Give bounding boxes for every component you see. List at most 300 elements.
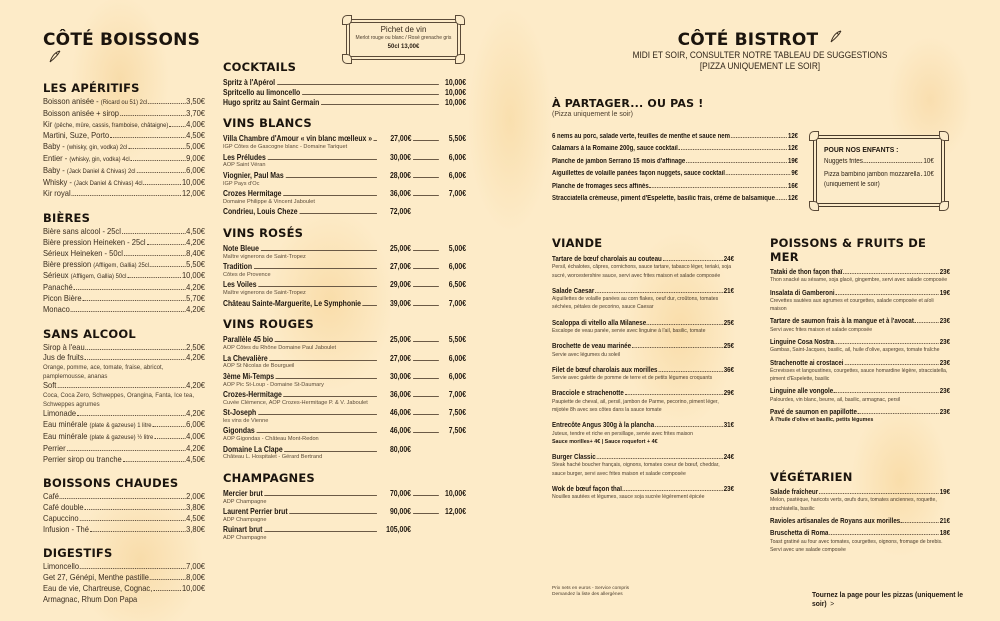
- glass-price: 7,00€: [448, 189, 467, 198]
- dot-leader: [71, 311, 185, 312]
- dish-name: Ravioles artisanales de Royans aux morilles: [770, 515, 901, 525]
- item-name: Baby - (Jack Daniel & Chivas) 2cl: [43, 165, 136, 175]
- dish-item: [770, 337, 950, 355]
- wine-appellation: ADP Champagne: [223, 498, 267, 505]
- menu-item: [43, 189, 205, 200]
- glass-price: 6,00€: [448, 371, 467, 381]
- dot-leader: [85, 359, 186, 360]
- dish-name: Linguine alle vongole: [770, 386, 834, 396]
- dot-leader: [86, 349, 186, 350]
- boissons-section: [43, 211, 205, 315]
- glass-price: 6,00€: [448, 262, 467, 272]
- dish-item: [770, 528, 950, 554]
- leader-line: [413, 378, 439, 379]
- cocktail-item: [223, 78, 466, 88]
- menu-item: [43, 525, 205, 536]
- wine-name: Crozes Hermitage: [223, 189, 282, 198]
- dish-name: Entrecôte Angus 300g à la plancha: [552, 420, 655, 430]
- dot-leader: [658, 371, 723, 372]
- bottle-price: 27,00€: [389, 262, 411, 272]
- item-name: Eau minérale (plate & gazeuse) 1 litre: [43, 420, 152, 430]
- partager-header: [552, 97, 703, 118]
- menu-item: [43, 260, 205, 272]
- dish-description: Toast gratiné au four avec tomates, courgettes, oignons, fromage de brebis. Servi avec une salade composée: [770, 538, 943, 553]
- dish-item: [552, 484, 734, 502]
- item-price: 12€: [787, 195, 799, 203]
- wine-sections: [223, 116, 466, 542]
- dish-name: Linguine Cosa Nostra: [770, 337, 834, 347]
- wine-appellation: AOP Saint Véran: [223, 162, 266, 169]
- section-title: VINS BLANCS: [223, 116, 312, 131]
- dot-leader: [901, 522, 939, 523]
- wine-item: [223, 244, 466, 254]
- leader-line: [413, 305, 439, 306]
- dish-price: 19€: [939, 287, 951, 297]
- item-note: (Affligem, Gallia) 50cl: [70, 273, 127, 281]
- quill-icon: [47, 50, 61, 64]
- bistrot-subtitle: MIDI ET SOIR, CONSULTER NOTRE TABLEAU DE SUGGESTIONS: [632, 50, 888, 60]
- wine-appellation: Domaine Philippe & Vincent Jaboulet: [223, 198, 315, 205]
- menu-item: [552, 143, 798, 155]
- item-note: (whisky, gin, vodka) 2cl: [66, 144, 128, 152]
- dot-leader: [123, 461, 186, 462]
- item-price: 2,50€: [186, 342, 206, 352]
- dish-name: Bracciole e strachenotte: [552, 388, 624, 398]
- item-price: 4,20€: [186, 353, 206, 363]
- dish-name: Tartare de bœuf charolais au couteau: [552, 254, 662, 263]
- dish-description: Écrevisses et langoustines, courgettes, sauce homardine légère, stracciatella, piment d'Espelette, basilic: [770, 368, 948, 383]
- item-price: 10€: [923, 171, 934, 178]
- wine-name: La Chevalière: [223, 353, 268, 363]
- wine-appellation: AOP Côtes du Rhône Domaine Paul Jaboulet: [223, 345, 337, 352]
- dot-leader: [144, 184, 182, 185]
- bistrot-pizza-note: [PIZZA UNIQUEMENT LE SOIR]: [699, 61, 821, 71]
- dot-leader: [858, 413, 939, 414]
- glass-price: 5,50€: [448, 335, 467, 345]
- leader-line: [413, 341, 439, 342]
- leader-line: [363, 305, 377, 306]
- menu-item: [43, 131, 205, 142]
- wine-item: [223, 426, 466, 436]
- leader-line: [264, 531, 376, 532]
- item-price: 9€: [791, 170, 799, 178]
- leader-line: [413, 513, 439, 514]
- item-price: 5,00€: [186, 142, 206, 152]
- leader-line: [285, 177, 376, 178]
- dish-name: Wok de bœuf façon thaï: [552, 483, 622, 493]
- wine-section: [223, 226, 466, 308]
- leader-line: [413, 432, 439, 433]
- wine-appellation: IGP Pays d'Oc: [223, 180, 260, 187]
- dish-item: [770, 267, 950, 285]
- dish-item: [552, 254, 734, 280]
- menu-item: [43, 154, 205, 166]
- vegetarien-list: [770, 487, 950, 554]
- ornament-icon: [809, 131, 819, 141]
- menu-item: [43, 573, 205, 584]
- dish-name: Tartare de saumon frais à la mangue et à l'avocat: [770, 316, 914, 326]
- item-price: 16€: [787, 182, 799, 190]
- item-name: Bière sans alcool - 25cl: [43, 227, 121, 237]
- pichet-box: [346, 19, 461, 60]
- wine-item: [223, 299, 466, 309]
- item-price: 10,00€: [181, 584, 206, 594]
- dish-name: Brochette de veau marinée: [552, 341, 632, 351]
- dish-item: [770, 316, 950, 334]
- section-title: BIÈRES: [43, 211, 91, 226]
- dot-leader: [57, 387, 185, 388]
- dish-description: Nouilles sautées et légumes, sauce soja sucrée légèrement épicée: [552, 494, 705, 501]
- dish-name: Insalata di Gamberoni: [770, 287, 835, 297]
- dot-leader: [835, 294, 938, 295]
- menu-item: [43, 444, 205, 455]
- item-note: (whisky, gin, vodka) 4cl: [69, 155, 130, 163]
- leader-line: [413, 177, 439, 178]
- item-price: 3,80€: [186, 503, 206, 513]
- ornament-icon: [939, 201, 949, 211]
- wine-item: [223, 153, 466, 163]
- dot-leader: [80, 520, 186, 521]
- bottle-price: 70,00€: [389, 488, 411, 498]
- dot-leader: [77, 415, 185, 416]
- item-name: Capuccino: [43, 513, 79, 523]
- item-price: 4,20€: [186, 237, 206, 247]
- item-name: Spritcello au limoncello: [223, 87, 301, 97]
- item-price: 2,00€: [186, 492, 206, 502]
- item-note: (Ricard ou 51) 2cl: [100, 99, 148, 106]
- viande-list: [552, 254, 734, 502]
- bottle-price: 25,00€: [389, 244, 411, 253]
- item-name: Stracciatella crémeuse, piment d'Espelette, basilic frais, crème de balsamique: [552, 195, 775, 203]
- item-name: Café: [43, 492, 59, 502]
- dot-leader: [843, 273, 939, 274]
- dot-leader: [136, 172, 185, 173]
- menu-item: [43, 120, 205, 132]
- section-title: VINS ROUGES: [223, 317, 314, 332]
- dish-price: 29€: [723, 388, 735, 398]
- wine-column: [223, 60, 466, 551]
- dot-leader: [632, 347, 723, 348]
- viande-section: [552, 236, 734, 502]
- dish-price: 23€: [939, 357, 951, 367]
- dot-leader: [148, 103, 185, 104]
- dot-leader: [82, 300, 185, 301]
- boissons-section: [43, 81, 205, 200]
- bistrot-header: [560, 30, 960, 72]
- ornament-icon: [455, 15, 465, 25]
- wine-name: Les Voiles: [223, 280, 257, 290]
- item-name: Eau de vie, Chartreuse, Cognac,: [43, 584, 153, 594]
- dish-price: 23€: [939, 386, 951, 396]
- turn-page-link[interactable]: Tournez la page pour les pizzas (uniquement le soir) >: [812, 590, 964, 608]
- poissons-list: [770, 267, 950, 425]
- item-price: 4,50€: [186, 513, 206, 523]
- dot-leader: [915, 322, 939, 323]
- leader-line: [413, 195, 439, 196]
- wine-section: [223, 317, 466, 461]
- item-name: Martini, Suze, Porto: [43, 131, 110, 141]
- dot-leader: [819, 493, 939, 494]
- item-name: Kir royal: [43, 189, 71, 199]
- wine-name: Villa Chambre d'Amour « vin blanc mœlleux »: [223, 134, 373, 144]
- menu-item: [552, 181, 798, 193]
- leader-line: [261, 250, 377, 251]
- dot-leader: [623, 490, 723, 491]
- bottle-price: 80,00€: [389, 444, 411, 454]
- menu-item: [552, 156, 798, 168]
- glass-price: 5,50€: [448, 134, 467, 144]
- item-price: 10,00€: [444, 78, 467, 87]
- dish-item: [552, 388, 734, 414]
- wine-name: Domaine La Clape: [223, 444, 283, 454]
- leader-line: [413, 414, 439, 415]
- dot-leader: [625, 394, 723, 395]
- item-name: 6 nems au porc, salade verte, feuilles de menthe et sauce nem: [552, 133, 731, 140]
- kids-item: [824, 170, 934, 180]
- dish-description: Paupiette de cheval, ail, persil, jambon de Parme, pecorino, piment léger, mijotée 8h avec ses côtes dans la sauce tomate: [552, 398, 719, 414]
- wine-appellation: AOP St Nicolas de Bourgueil: [223, 363, 295, 370]
- bottle-price: 46,00€: [389, 426, 411, 436]
- viande-title: VIANDE: [552, 236, 603, 250]
- dot-leader: [122, 233, 185, 234]
- dish-description: Crevettes sautées aux agrumes et courgettes, salade composée et aïoli maison: [770, 298, 934, 313]
- dish-price: 25€: [723, 317, 735, 327]
- item-price: 4,00€: [186, 119, 206, 129]
- wine-name: Parallèle 45 bio: [223, 335, 274, 345]
- wine-name: Ruinart brut: [223, 525, 263, 535]
- wine-name: Laurent Perrier brut: [223, 507, 288, 517]
- wine-item: [223, 408, 466, 418]
- leader-line: [321, 104, 438, 105]
- item-price: 10€: [923, 158, 934, 165]
- dish-price: 23€: [939, 337, 951, 347]
- glass-price: 7,00€: [448, 298, 467, 308]
- footnote-allergens: Demandez la liste des allergènes: [552, 592, 623, 597]
- leader-line: [413, 140, 439, 141]
- leader-line: [413, 268, 439, 269]
- dish-price: 25€: [723, 341, 735, 351]
- menu-item: [43, 584, 205, 595]
- menu-item: [43, 238, 205, 249]
- enfants-list: [824, 157, 934, 189]
- footnote: [552, 586, 629, 598]
- leader-line: [256, 432, 376, 433]
- pichet-price: 50cl 13,00€: [387, 44, 420, 50]
- item-name: Jus de fruits: [43, 353, 84, 363]
- dish-description: Juteux, tendre et riche en persillage, servie avec frites maison: [552, 430, 694, 437]
- menu-item: [43, 97, 205, 109]
- bottle-price: 27,00€: [390, 134, 412, 144]
- wine-item: [223, 445, 466, 455]
- dot-leader: [147, 244, 186, 245]
- dish-description: Palourdes, vin blanc, beurre, ail, basilic, armagnac, persil: [770, 396, 901, 403]
- item-name: Nuggets frites: [824, 158, 863, 165]
- dot-leader: [647, 324, 723, 325]
- item-price: 19€: [787, 157, 799, 165]
- item-price: 8,40€: [186, 248, 206, 258]
- quill-icon: [828, 30, 842, 44]
- vegetarien-title: VÉGÉTARIEN: [770, 470, 853, 484]
- dish-price: 24€: [723, 452, 735, 462]
- menu-item: [43, 142, 205, 154]
- poissons-section: [770, 236, 950, 425]
- leader-line: [276, 378, 377, 379]
- wine-item: [223, 525, 466, 535]
- bottle-price: 25,00€: [389, 335, 411, 345]
- item-name: Eau minérale (plate & gazeuse) ½ litre: [43, 431, 154, 441]
- bottle-price: 27,00€: [389, 353, 411, 363]
- wine-section: [223, 116, 466, 217]
- item-name: Bière pression Heineken - 25cl: [43, 237, 146, 247]
- dot-leader: [596, 458, 722, 459]
- item-price: 10,00€: [444, 87, 467, 97]
- wine-name: Viognier, Paul Mas: [223, 170, 284, 180]
- dot-leader: [921, 175, 923, 176]
- dot-leader: [686, 162, 787, 163]
- item-price: 12,00€: [181, 189, 206, 199]
- dish-item: [770, 407, 950, 425]
- glass-price: 10,00€: [444, 488, 467, 498]
- leader-line: [289, 513, 376, 514]
- menu-item: [552, 193, 798, 205]
- pichet-title: Pichet de vin: [380, 25, 427, 34]
- dot-leader: [169, 126, 185, 127]
- item-price: 4,20€: [186, 381, 206, 391]
- item-price: 7,00€: [186, 562, 206, 572]
- dot-leader: [127, 277, 181, 278]
- item-note: (uniquement le soir): [824, 181, 880, 188]
- dot-leader: [595, 292, 723, 293]
- leader-line: [413, 286, 439, 287]
- dish-description: Servie avec galette de pomme de terre et de petits légumes croquants: [552, 375, 713, 382]
- wine-name: Les Préludes: [223, 152, 266, 162]
- leader-line: [284, 451, 376, 452]
- dish-item: [552, 420, 734, 446]
- item-note: (plate & gazeuse) 1 litre: [89, 422, 152, 430]
- dot-leader: [74, 289, 186, 290]
- dish-item: [552, 318, 734, 336]
- kids-item: [824, 157, 934, 167]
- dot-leader: [67, 450, 186, 451]
- leader-line: [413, 250, 439, 251]
- dish-item: [552, 452, 734, 478]
- item-price: 4,50€: [186, 454, 206, 464]
- dot-leader: [124, 255, 185, 256]
- dish-item: [770, 487, 950, 513]
- dot-leader: [835, 343, 939, 344]
- menu-item: [43, 562, 205, 573]
- wine-appellation: Cuvée Clémence, AOP Crozes-Hermitage P. & V. Jaboulet: [223, 399, 368, 406]
- item-note: (Jack Daniel & Chivas) 4cl: [73, 179, 143, 187]
- item-name: Boisson anisée - (Ricard ou 51) 2cl: [43, 97, 148, 106]
- item-note: (Affligem, Gallia) 25cl: [93, 261, 150, 269]
- dish-item: [770, 288, 950, 314]
- section-title: VINS ROSÉS: [223, 226, 304, 240]
- dot-leader: [72, 195, 181, 196]
- leader-line: [277, 84, 439, 85]
- bistrot-title: CÔTÉ BISTROT: [560, 30, 960, 50]
- bottle-price: 36,00€: [389, 189, 411, 198]
- item-name: Perrier: [43, 443, 66, 453]
- wine-item: [223, 354, 466, 364]
- item-description: Orange, pomme, ace, tomate, fraise, abricot, pamplemousse, ananas: [43, 364, 164, 380]
- dish-name: Bruschetta di Roma: [770, 528, 829, 538]
- leader-line: [413, 159, 439, 160]
- dish-name: Scaloppa di vitello alla Milanese: [552, 317, 647, 327]
- item-price: 5,70€: [186, 293, 206, 303]
- item-price: 10,00€: [181, 177, 206, 187]
- glass-price: 12,00€: [444, 507, 467, 517]
- partager-note: (Pizza uniquement le soir): [552, 111, 633, 118]
- menu-item: [43, 283, 205, 294]
- item-name: Calamars à la Romaine 200g, sauce cocktail: [552, 145, 678, 153]
- bottle-price: 36,00€: [389, 390, 411, 400]
- wine-item: [223, 134, 466, 144]
- dot-leader: [864, 162, 923, 163]
- wine-name: Condrieu, Louis Cheze: [223, 207, 298, 217]
- cocktail-list: [223, 78, 466, 107]
- dish-description: Melon, pastèque, haricots verts, œufs durs, tomates anciennes, roquette, strachiatella, basilic: [770, 497, 937, 512]
- item-name: Sérieux (Affligem, Gallia) 50cl: [43, 271, 127, 281]
- dot-leader: [844, 364, 938, 365]
- wine-appellation: les vins de Vienne: [223, 418, 269, 425]
- dish-description: Persil, échalotes, câpres, cornichons, sauce tartare, tabasco léger, teriaki, soja sucré, worcestershire sauce, servi avec frites maison et salade composée: [552, 264, 732, 279]
- section-title: CHAMPAGNES: [223, 470, 315, 485]
- wine-appellation: ADP Champagne: [223, 535, 267, 542]
- item-price: 4,50€: [186, 131, 206, 141]
- item-name: Sérieux Heineken - 50cl: [43, 248, 123, 258]
- glass-price: 6,00€: [448, 170, 467, 180]
- dish-name: Burger Classic: [552, 452, 596, 462]
- leader-line: [413, 360, 439, 361]
- item-price: 4,20€: [186, 443, 206, 453]
- leader-line: [254, 268, 377, 269]
- menu-item: [43, 227, 205, 238]
- boissons-section: [43, 476, 205, 535]
- bottle-price: 46,00€: [389, 408, 411, 418]
- wine-item: [223, 507, 466, 517]
- dish-price: 31€: [723, 420, 735, 430]
- dish-description: Gambas, Saint-Jacques, basilic, ail, huile d'olive, asperges, tomate fraîche: [770, 347, 940, 354]
- item-name: Perrier sirop ou tranche: [43, 454, 122, 464]
- dish-price: 18€: [939, 528, 951, 538]
- glass-price: 6,00€: [448, 353, 467, 363]
- ornament-icon: [809, 201, 819, 211]
- item-price: 12€: [787, 133, 799, 140]
- cocktail-item: [223, 98, 466, 108]
- partager-title: À PARTAGER... OU PAS !: [552, 97, 704, 110]
- boissons-sections: [43, 81, 205, 606]
- menu-item: [43, 305, 205, 316]
- wine-name: Gigondas: [223, 426, 255, 436]
- bottle-price: 39,00€: [389, 298, 411, 308]
- item-price: 4,50€: [186, 227, 206, 237]
- menu-item: [43, 514, 205, 525]
- bottle-price: 105,00€: [386, 525, 411, 535]
- item-price: 9,00€: [186, 153, 206, 163]
- wine-section: [223, 471, 466, 543]
- wine-appellation: Côtes de Provence: [223, 272, 271, 278]
- item-name: Planche de fromages secs affinés: [552, 182, 649, 190]
- dish-price: 23€: [939, 316, 951, 326]
- section-title: LES APÉRITIFS: [43, 81, 140, 95]
- item-price: 4,20€: [186, 304, 206, 314]
- poissons-title: POISSONS & FRUITS DE MER: [770, 236, 927, 264]
- leader-line: [264, 495, 376, 496]
- wine-appellation: AOP Gigondas - Château Mont-Redon: [223, 436, 319, 443]
- item-name: Bière pression (Affligem, Gallia) 25cl: [43, 259, 150, 269]
- wine-item: [223, 335, 466, 345]
